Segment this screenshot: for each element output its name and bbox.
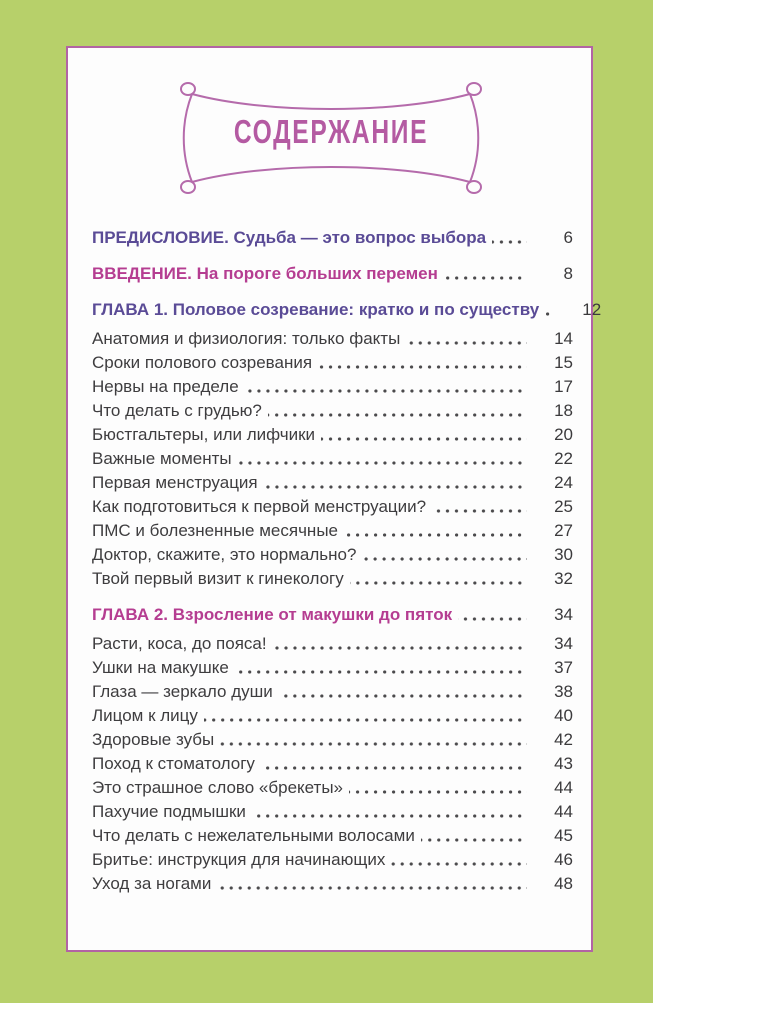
dot-leader — [391, 862, 527, 866]
toc-entry-page-number: 44 — [554, 778, 573, 797]
toc-entry-label: Уход за ногами — [92, 874, 212, 893]
toc-entry-label: ПРЕДИСЛОВИЕ. Судьба — это вопрос выбора — [92, 228, 487, 247]
toc-entry — [92, 543, 573, 567]
toc-entry — [92, 399, 573, 423]
toc-entry-label: Бритье: инструкция для начинающих — [92, 850, 386, 869]
toc-entry-page-number: 14 — [554, 329, 573, 348]
dot-leader — [349, 790, 527, 794]
toc-entry-page-number: 34 — [554, 634, 573, 653]
toc-entry-page-number: 22 — [554, 449, 573, 468]
dot-leader — [279, 694, 527, 698]
dot-leader — [268, 413, 527, 417]
contents-page — [66, 46, 602, 952]
toc-entry-page-number: 34 — [554, 605, 573, 624]
toc-entry — [92, 495, 573, 519]
dot-leader — [264, 485, 527, 489]
toc-entry — [92, 632, 573, 656]
toc-entry-page-number: 27 — [554, 521, 573, 540]
toc-entry-label: Что делать с грудью? — [92, 401, 262, 420]
dot-leader — [273, 646, 527, 650]
toc-entry-page-number: 25 — [554, 497, 573, 516]
toc-entry-page-number: 32 — [554, 569, 573, 588]
dot-leader — [406, 341, 527, 345]
dot-leader — [238, 461, 527, 465]
toc-section-entry — [92, 298, 602, 322]
toc-entry-label: Важные моменты — [92, 449, 232, 468]
dot-leader — [350, 581, 527, 585]
page-title: СОДЕРЖАНИЕ — [233, 114, 429, 151]
toc-entry-page-number: 30 — [554, 545, 573, 564]
toc-list — [92, 226, 602, 896]
dot-leader — [421, 838, 527, 842]
toc-entry-label: Ушки на макушке — [92, 658, 229, 677]
toc-entry-label: Что делать с нежелательными волосами — [92, 826, 415, 845]
toc-entry-page-number: 37 — [554, 658, 573, 677]
toc-entry-label: ПМС и болезненные месячные — [92, 521, 338, 540]
toc-entry — [92, 848, 573, 872]
toc-entry-label: Анатомия и физиология: только факты — [92, 329, 401, 348]
toc-entry-label: Сроки полового созревания — [92, 353, 313, 372]
toc-entry-page-number: 18 — [554, 401, 573, 420]
dot-leader — [220, 742, 527, 746]
dot-leader — [245, 389, 527, 393]
toc-entry-label: Это страшное слово «брекеты» — [92, 778, 344, 797]
toc-entry — [92, 375, 573, 399]
toc-entry-label: ГЛАВА 2. Взросление от макушки до пяток — [92, 605, 453, 624]
dot-leader — [545, 312, 555, 316]
toc-entry — [92, 776, 573, 800]
dot-leader — [362, 557, 527, 561]
toc-entry-label: Как подготовиться к первой менструации? — [92, 497, 427, 516]
toc-entry-page-number: 45 — [554, 826, 573, 845]
toc-entry-label: Расти, коса, до пояса! — [92, 634, 267, 653]
toc-entry-page-number: 8 — [563, 264, 573, 283]
toc-entry-page-number: 20 — [554, 425, 573, 444]
dot-leader — [432, 509, 527, 513]
toc-entry — [92, 423, 573, 447]
dot-leader — [261, 766, 527, 770]
dot-leader — [204, 718, 527, 722]
toc-section-entry — [92, 603, 573, 627]
toc-entry-page-number: 44 — [554, 802, 573, 821]
toc-entry-page-number: 17 — [554, 377, 573, 396]
toc-entry-label: Поход к стоматологу — [92, 754, 255, 773]
dot-leader — [321, 437, 527, 441]
toc-section-entry — [92, 262, 573, 286]
contents-banner — [172, 80, 490, 196]
toc-section-entry — [92, 226, 573, 250]
toc-entry-page-number: 15 — [554, 353, 573, 372]
dot-leader — [235, 670, 527, 674]
toc-entry — [92, 872, 573, 896]
toc-entry-label: Доктор, скажите, это нормально? — [92, 545, 357, 564]
toc-entry-label: Здоровые зубы — [92, 730, 215, 749]
toc-entry-label: ВВЕДЕНИЕ. На пороге больших перемен — [92, 264, 438, 283]
toc-entry-page-number: 48 — [554, 874, 573, 893]
toc-entry — [92, 656, 573, 680]
toc-entry-page-number: 40 — [554, 706, 573, 725]
toc-entry-page-number: 12 — [582, 300, 602, 319]
toc-entry-label: Лицом к лицу — [92, 706, 198, 725]
dot-leader — [458, 617, 527, 621]
toc-entry — [92, 704, 573, 728]
toc-entry-label: Бюстгальтеры, или лифчики — [92, 425, 316, 444]
dot-leader — [318, 365, 527, 369]
dot-leader — [217, 886, 527, 890]
toc-entry-label: ГЛАВА 1. Половое созревание: кратко и по существу — [92, 300, 540, 319]
toc-entry-label: Нервы на пределе — [92, 377, 239, 396]
dot-leader — [492, 240, 527, 244]
toc-entry-page-number: 24 — [554, 473, 573, 492]
toc-entry-page-number: 42 — [554, 730, 573, 749]
toc-entry — [92, 752, 573, 776]
toc-entry — [92, 728, 573, 752]
toc-entry — [92, 351, 573, 375]
toc-entry-label: Первая менструация — [92, 473, 258, 492]
toc-entry — [92, 567, 573, 591]
toc-entry — [92, 447, 573, 471]
toc-entry-label: Пахучие подмышки — [92, 802, 246, 821]
dot-leader — [444, 276, 527, 280]
toc-entry-page-number: 38 — [554, 682, 573, 701]
toc-entry — [92, 519, 573, 543]
toc-entry — [92, 800, 573, 824]
toc-entry-page-number: 46 — [554, 850, 573, 869]
toc-entry-label: Глаза — зеркало души — [92, 682, 273, 701]
toc-entry-page-number: 6 — [563, 228, 573, 247]
toc-entry-page-number: 43 — [554, 754, 573, 773]
toc-entry — [92, 327, 573, 351]
dot-leader — [252, 814, 527, 818]
toc-entry — [92, 824, 573, 848]
dot-leader — [344, 533, 527, 537]
toc-entry-label: Твой первый визит к гинекологу — [92, 569, 344, 588]
toc-entry — [92, 471, 573, 495]
toc-entry — [92, 680, 573, 704]
